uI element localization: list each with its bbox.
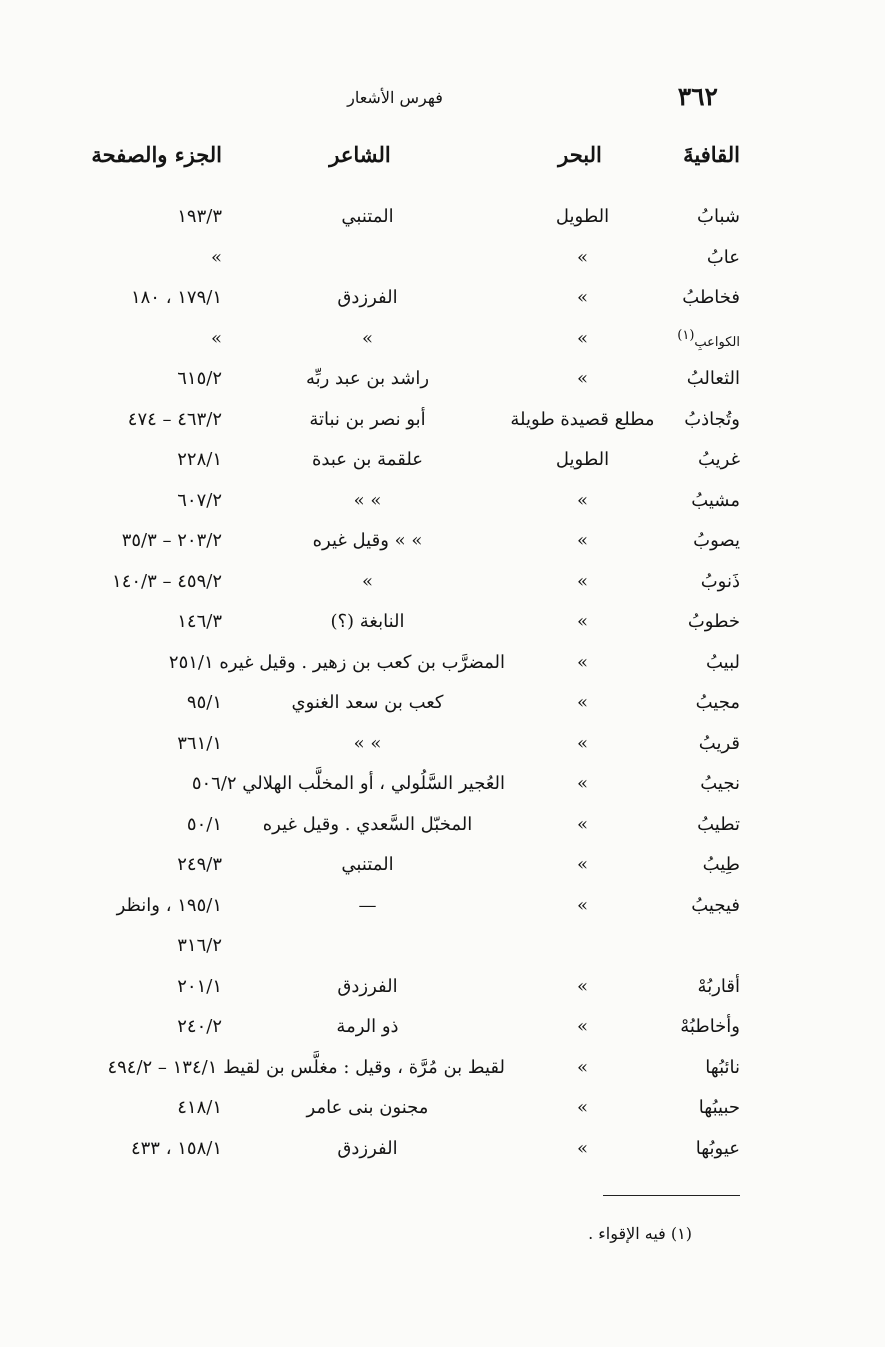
volume-page-cell (40, 247, 222, 268)
footnote: (١) فيه الإقواء . (588, 1224, 692, 1243)
poet-cell (230, 1016, 505, 1037)
meter-cell (500, 895, 665, 916)
volume-page-cell (40, 1097, 222, 1118)
volume-page-cell (40, 530, 222, 551)
meter-cell-text: » (576, 732, 588, 754)
rhyme-cell-text: طِيبُ (702, 854, 740, 875)
rhyme-cell-text: غريبُ (697, 449, 740, 470)
rhyme-cell-text: فخاطبُ (682, 287, 740, 308)
volume-page-cell (40, 976, 222, 997)
meter-cell (500, 854, 665, 875)
table-row (0, 200, 885, 240)
meter-cell (500, 409, 665, 430)
meter-cell (500, 733, 665, 754)
volume-page-cell-text: ٢٤٩/٣ (177, 854, 222, 875)
poet-cell-text: النابغة (؟) (330, 611, 405, 632)
poet-cell (230, 571, 505, 592)
poet-cell (230, 1097, 505, 1118)
volume-page-cell-text: ٣٦١/١ (177, 732, 222, 754)
volume-page-cell (40, 1138, 222, 1159)
poet-cell (230, 328, 505, 349)
footnote-marker: (١) (677, 327, 695, 343)
volume-page-cell (40, 895, 222, 916)
table-row (0, 524, 885, 564)
table-row (0, 484, 885, 524)
table-row (0, 322, 885, 362)
volume-page-cell-text: » (210, 327, 222, 349)
poet-cell (230, 409, 505, 430)
volume-page-cell (40, 328, 222, 349)
volume-page-cell (40, 935, 222, 956)
volume-page-cell (40, 814, 222, 835)
rhyme-cell-text: وتُجاذبُ (684, 408, 740, 430)
rhyme-cell-text: نائبُها (705, 1056, 740, 1078)
poet-cell (230, 1138, 505, 1159)
rhyme-cell-text: خطوبُ (687, 611, 740, 632)
poet-cell (230, 814, 505, 835)
volume-page-cell (40, 611, 222, 632)
meter-cell-text: » (576, 287, 588, 308)
meter-cell (500, 1016, 665, 1037)
poet-cell (107, 1056, 505, 1078)
table-row (0, 767, 885, 807)
meter-cell-text: » (576, 975, 588, 997)
volume-page-cell-text: ١٥٨/١ ، ٤٣٣ (130, 1137, 222, 1159)
volume-page-cell (40, 449, 222, 470)
rhyme-cell-text: ذَنوبُ (700, 570, 740, 592)
poet-cell-text: المتنبي (341, 206, 394, 227)
poet-cell-text: » (361, 327, 373, 349)
volume-page-cell (40, 733, 222, 754)
meter-cell-text: » (576, 489, 588, 511)
volume-page-cell-text: ٦١٥/٢ (177, 368, 222, 389)
table-row (0, 727, 885, 767)
rhyme-cell-text: تطيبُ (697, 813, 740, 835)
rhyme-cell-text: الكواعبِ (694, 334, 740, 350)
meter-cell-text: » (576, 1016, 588, 1037)
meter-cell (500, 449, 665, 470)
volume-page-cell (40, 692, 222, 713)
meter-cell (500, 530, 665, 551)
page-title: فهرس الأشعار (347, 88, 443, 107)
poet-cell (230, 692, 505, 713)
meter-cell (500, 247, 665, 268)
meter-cell-text: مطلع قصيدة طويلة (510, 408, 655, 430)
rhyme-cell-text: يصوبُ (693, 530, 740, 551)
table-row (0, 605, 885, 645)
poet-cell (191, 773, 505, 794)
meter-cell-text: » (576, 813, 588, 835)
poet-cell-text: ذو الرمة (336, 1016, 399, 1037)
rhyme-cell-text: الثعالبُ (686, 368, 740, 389)
meter-cell-text: » (576, 773, 588, 794)
meter-cell-text: » (576, 894, 588, 916)
meter-cell (500, 571, 665, 592)
meter-cell (500, 814, 665, 835)
volume-page-cell-text: ٢٠١/١ (177, 975, 222, 997)
volume-page-cell-text: ٣١٦/٢ (177, 935, 222, 956)
meter-cell (500, 692, 665, 713)
rhyme-cell-text: قريبُ (698, 732, 740, 754)
poet-cell-text: العُجير السَّلُولي ، أو المخلَّب الهلالي ٥٠٦/٢ (191, 773, 505, 794)
footnote-divider (603, 1195, 740, 1196)
table-row (0, 808, 885, 848)
table-row (0, 1051, 885, 1091)
meter-cell-text: » (576, 570, 588, 592)
volume-page-cell-text: ١٩٥/١ ، وانظر (116, 894, 222, 916)
column-header-volume-page: الجزء والصفحة (91, 142, 222, 167)
table-row (0, 241, 885, 281)
poet-cell (230, 611, 505, 632)
meter-cell (500, 368, 665, 389)
rhyme-cell-text: نجيبُ (700, 773, 740, 794)
poet-cell-text: مجنون بنى عامر (306, 1097, 429, 1118)
meter-cell-text: » (576, 611, 588, 632)
meter-cell (500, 976, 665, 997)
volume-page-cell (40, 287, 222, 308)
poet-cell (230, 490, 505, 511)
poet-cell-text: المخبّل السَّعدي . وقيل غيره (262, 813, 473, 835)
volume-page-cell-text: ٤١٨/١ (177, 1097, 222, 1118)
volume-page-cell-text: ٥٠/١ (186, 813, 222, 835)
poet-cell-text: المتنبي (341, 854, 394, 875)
poet-cell-text: — (358, 894, 377, 916)
table-row (0, 1132, 885, 1172)
column-header-meter: البحر (558, 142, 602, 167)
poet-cell (230, 287, 505, 308)
page-number: ٣٦٢ (677, 82, 718, 111)
poet-cell (230, 854, 505, 875)
meter-cell-text: » (576, 327, 588, 349)
volume-page-cell (40, 409, 222, 430)
poet-cell-text: المضرَّب بن كعب بن زهير . وقيل غيره ٢٥١/١ (168, 651, 505, 673)
poet-cell-text: علقمة بن عبدة (311, 449, 424, 470)
table-row (0, 565, 885, 605)
table-row (0, 403, 885, 443)
rhyme-cell-text: فيجيبُ (691, 894, 740, 916)
volume-page-cell (40, 854, 222, 875)
poet-cell (230, 530, 505, 551)
poet-cell (230, 449, 505, 470)
meter-cell-text: الطويل (555, 449, 610, 470)
volume-page-cell-text: ٩٥/١ (186, 692, 222, 713)
rhyme-cell-text: شبابُ (697, 206, 740, 227)
table-row (0, 362, 885, 402)
poet-cell-text: » » (353, 489, 382, 511)
poet-cell-text: كعب بن سعد الغنوي (291, 692, 444, 713)
volume-page-cell-text: ٢٠٣/٢ – ٣٥/٣ (121, 530, 222, 551)
meter-cell-text: الطويل (555, 206, 610, 227)
meter-cell (500, 652, 665, 673)
poet-cell-text: لقيط بن مُرَّة ، وقيل : مغلَّس بن لقيط ١٣٤/١ – ٤٩٤/٢ (107, 1056, 505, 1078)
poet-cell-text: » (361, 570, 373, 592)
meter-cell-text: » (576, 368, 588, 389)
poet-cell-text: الفرزدق (337, 975, 398, 997)
volume-page-cell (40, 571, 222, 592)
rhyme-cell-text: حبيبُها (698, 1097, 740, 1118)
volume-page-cell (40, 490, 222, 511)
meter-cell-text: » (576, 692, 588, 713)
meter-cell-text: » (576, 1137, 588, 1159)
poet-cell-text: الفرزدق (337, 1137, 398, 1159)
poet-cell (168, 651, 505, 673)
poet-cell-text: أبو نصر بن نباتة (309, 408, 426, 430)
meter-cell-text: » (576, 246, 588, 268)
meter-cell (500, 490, 665, 511)
rhyme-cell-text: وأخاطبُهْ (680, 1016, 740, 1037)
table-row (0, 1091, 885, 1131)
volume-page-cell-text: ١٧٩/١ ، ١٨٠ (130, 287, 222, 308)
table-row (0, 646, 885, 686)
poet-cell (230, 368, 505, 389)
volume-page-cell-text: ٢٤٠/٢ (177, 1016, 222, 1037)
table-row (0, 929, 885, 969)
meter-cell-text: » (576, 1097, 588, 1118)
rhyme-cell-text: مشيبُ (691, 489, 740, 511)
table-row (0, 889, 885, 929)
volume-page-cell-text: ١٩٣/٣ (177, 206, 222, 227)
poet-cell (230, 733, 505, 754)
table-row (0, 848, 885, 888)
volume-page-cell (40, 206, 222, 227)
volume-page-cell-text: » (210, 246, 222, 268)
rhyme-cell-text: عابُ (706, 246, 740, 268)
meter-cell-text: » (576, 651, 588, 673)
rhyme-cell-text: مجيبُ (695, 692, 740, 713)
meter-cell (500, 1057, 665, 1078)
meter-cell (500, 773, 665, 794)
meter-cell-text: » (576, 530, 588, 551)
meter-cell (500, 287, 665, 308)
poet-cell-text: راشد بن عبد ربِّه (305, 368, 430, 389)
poet-cell-text: الفرزدق (337, 287, 398, 308)
meter-cell-text: » (576, 1056, 588, 1078)
meter-cell (500, 1097, 665, 1118)
column-header-rhyme: القافيةَ (683, 142, 740, 167)
poet-cell (230, 206, 505, 227)
meter-cell (500, 611, 665, 632)
meter-cell (500, 1138, 665, 1159)
table-row (0, 1010, 885, 1050)
volume-page-cell-text: ٤٦٣/٢ – ٤٧٤ (127, 408, 222, 430)
meter-cell-text: » (576, 854, 588, 875)
volume-page-cell-text: ١٤٦/٣ (177, 611, 222, 632)
volume-page-cell-text: ٦٠٧/٢ (177, 489, 222, 511)
poet-cell (230, 976, 505, 997)
volume-page-cell-text: ٢٢٨/١ (177, 449, 222, 470)
rhyme-cell-text: عيوبُها (695, 1137, 740, 1159)
table-row (0, 443, 885, 483)
volume-page-cell-text: ٤٥٩/٢ – ١٤٠/٣ (112, 570, 222, 592)
column-header-poet: الشاعر (329, 142, 391, 167)
poet-cell-text: » » (353, 732, 382, 754)
table-row (0, 281, 885, 321)
poet-cell-text: » » وقيل غيره (312, 530, 423, 551)
rhyme-cell-text: أقاربُهْ (697, 975, 740, 997)
meter-cell (500, 206, 665, 227)
table-row (0, 686, 885, 726)
rhyme-cell-text: لبيبُ (705, 651, 740, 673)
meter-cell (500, 328, 665, 349)
table-row (0, 970, 885, 1010)
volume-page-cell (40, 1016, 222, 1037)
volume-page-cell (40, 368, 222, 389)
poet-cell (230, 895, 505, 916)
